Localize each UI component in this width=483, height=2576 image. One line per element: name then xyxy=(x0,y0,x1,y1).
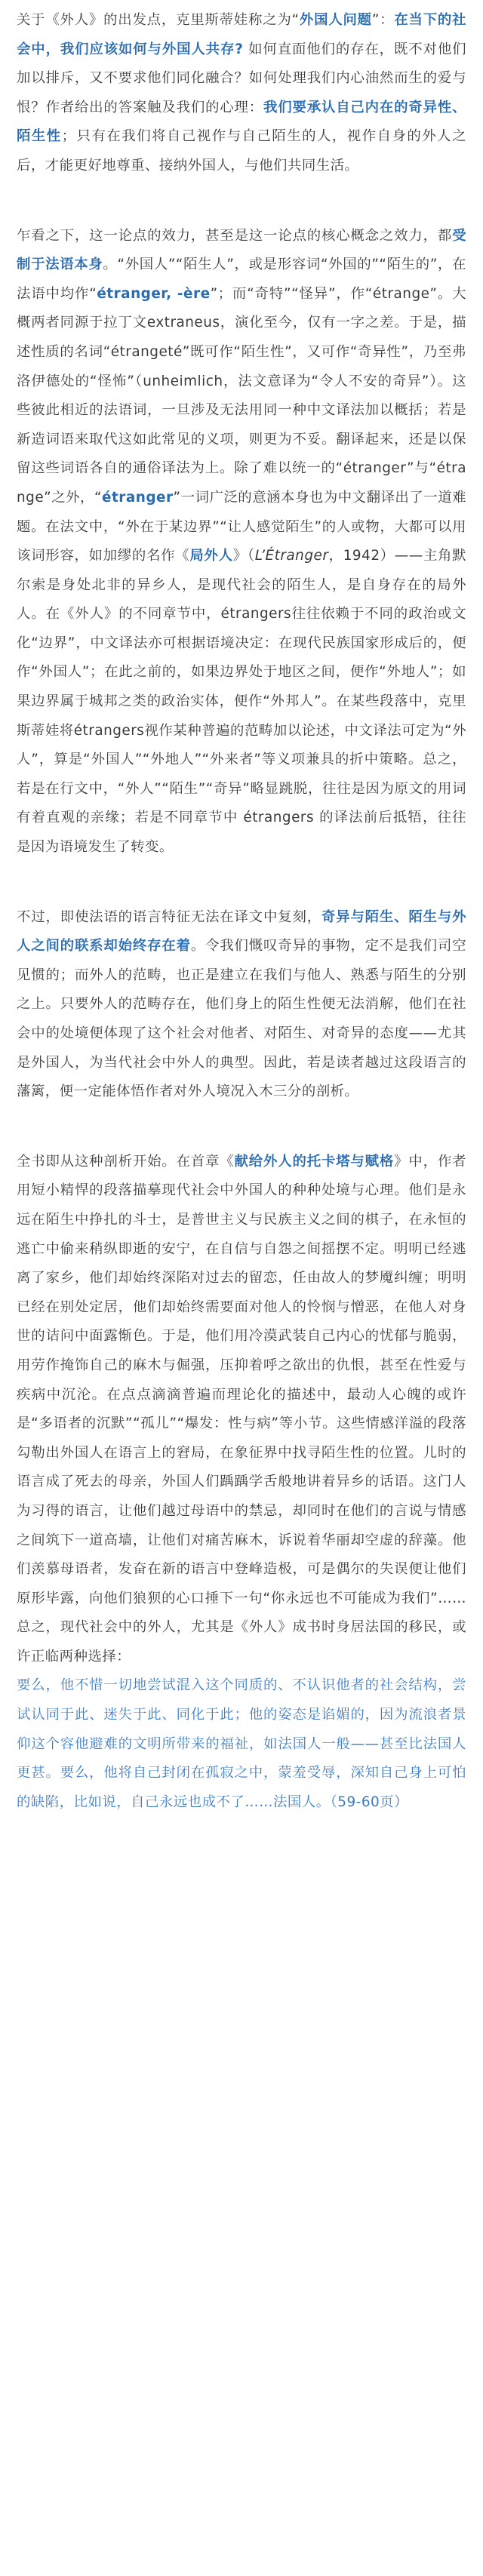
text: ”一词广泛的意涵本身也为中文翻译出了一道难题。在法文中，“外在于某边界”“让人感觉陌生”的人或物，大都可以用该词形容，如加缪的名作《 xyxy=(17,489,466,564)
paragraph-3 xyxy=(17,903,466,1107)
highlight: étranger xyxy=(102,489,174,506)
text: 关于《外人》的出发点，克里斯蒂娃称之为“ xyxy=(17,12,300,28)
text: 。“外国人”“陌生人”，或是形容词“外国的”“陌生的”，在法语中均作“ xyxy=(17,257,466,302)
highlight: étranger, -ère xyxy=(97,285,211,302)
text: 。令我们慨叹奇异的事物，定不是我们司空见惯的；而外人的范畴，也正是建立在我们与他人、熟悉与陌生的分别之上。只要外人的范畴存在，他们身上的陌生性便无法消解，他们在社会中的处境便体现了这个社会对他者、对陌生、对奇异的态度——尤其是外国人，为当代社会中外人的典型。因此，若是读者越过这段语言的藩篱，便一定能体悟作者对外人境况入木三分的剖析。 xyxy=(17,938,466,1100)
highlight: 奇异与陌生、陌生与外人之间的联系却始终存在着 xyxy=(17,908,466,954)
highlight: 我们要承认自己内在的奇异性、陌生性 xyxy=(17,99,466,145)
blockquote: 要么，他不惜一切地尝试混入这个同质的、不认识他者的社会结构，尝试认同于此、迷失于此、同化于此；他的姿态是谄媚的，因为流浪者景仰这个容他避难的文明所带来的福祉，如法国人一般——甚至比法国人更甚。要么，他将自己封闭在孤寂之中，蒙羞受辱，深知自己身上可怕的缺陷，比如说，自己永远也成不了……法国人。（59-60页） xyxy=(17,1677,466,1810)
highlight: 在当下的社会中，我们应该如何与外国人共存? xyxy=(17,12,466,57)
paragraph-4 xyxy=(17,1148,466,1818)
text: ；只有在我们将自己视作与自己陌生的人，视作自身的外人之后，才能更好地尊重、接纳外国人，与他们共同生活。 xyxy=(17,128,466,174)
highlight: 献给外人的托卡塔与赋格 xyxy=(234,1153,395,1170)
text: 》（ xyxy=(232,548,255,564)
text: ”： xyxy=(371,12,395,28)
highlight: 局外人 xyxy=(189,548,233,564)
highlight: 外国人问题 xyxy=(299,12,372,28)
text: ”；而“奇特”“怪异”，作“étrange”。大概两者同源于拉丁文extraneus，演化至今，仅有一字之差。于是，描述性质的名词“étrangeté”既可作“陌生性”，又可作“奇异性”，乃至弗洛伊德处的“怪怖”（unheimlich，法文意译为“令人不安的奇异”）。这些彼此相近的法语词，一旦涉及无法用同一种中文译法加以概括；若是新造词语来取代这如此常见的义项，则更为不妥。翻译起来，还是以保留这些词语各自的通俗译法为上。除了难以统一的“étranger”与“étrange”之外，“ xyxy=(17,285,466,506)
book-title-italic: L’Étranger xyxy=(254,548,329,564)
paragraph-2 xyxy=(17,222,466,862)
text: 全书即从这种剖析开始。在首章《 xyxy=(17,1153,235,1170)
text: 乍看之下，这一论点的效力，甚至是这一论点的核心概念之效力，都 xyxy=(17,227,453,244)
highlight: 受制于法语本身 xyxy=(17,227,466,273)
paragraph-1 xyxy=(17,6,466,181)
text: ，1942）——主角默尔索是身处北非的异乡人，是现代社会的陌生人，是自身存在的局外人。在《外人》的不同章节中，étrangers往往依赖于不同的政治或文化“边界”，中文译法亦可根据语境决定：在现代民族国家形成后的，便作“外国人”；在此之前的，如果边界处于地区之间，便作“外地人”；如果边界属于城邦之类的政治实体，便作“外邦人”。在某些段落中，克里斯蒂娃将étrangers视作某种普遍的范畴加以论述，中文译法可定为“外人”，算是“外国人”“外地人”“外来者”等义项兼具的折中策略。总之，若是在行文中，“外人”“陌生”“奇异”略显跳脱，往往是因为原文的用词有着直观的亲缘；若是不同章节中 étrangers 的译法前后抵牾，往往是因为语境发生了转变。 xyxy=(17,548,466,856)
text: 不过，即使法语的语言特征无法在译文中复刻， xyxy=(17,908,321,925)
text: 如何直面他们的存在，既不对他们加以排斥，又不要求他们同化融合？如何处理我们内心油然而生的爱与恨？作者给出的答案触及我们的心理： xyxy=(17,41,466,115)
text: 》中，作者用短小精悍的段落描摹现代社会中外国人的种种处境与心理。他们是永远在陌生中挣扎的斗士，是普世主义与民族主义之间的棋子，在永恒的逃亡中偷来稍纵即逝的安宁，在自信与自怨之间摇摆不定。明明已经逃离了家乡，他们却始终深陷对过去的留恋，任由故人的梦魇纠缠；明明已经在别处定居，他们却始终需要面对他人的怜悯与憎恶，在他人对身世的诘问中面露惭色。于是，他们用冷漠武装自己内心的忧郁与脆弱，用劳作掩饰自己的麻木与倔强，压抑着呼之欲出的仇恨，甚至在性爱与疾病中沉沦。在点点滴滴普遍而理论化的描述中，最动人心魄的或许是“多语者的沉默”“孤儿”“爆发：性与病”等小节。这些情感洋溢的段落勾勒出外国人在语言上的窘局，在象征界中找寻陌生性的位置。儿时的语言成了死去的母亲，外国人们踽踽学舌般地讲着异乡的话语。这门人为习得的语言，让他们越过母语中的禁忌，却同时在他们的言说与情感之间筑下一道高墙，让他们对痛苦麻木，诉说着华丽却空虚的辞藻。他们羡慕母语者，发奋在新的语言中登峰造极，可是偶尔的失误便让他们原形毕露，向他们狼狈的心口捶下一句“你永远也不可能成为我们”……总之，现代社会中的外人，尤其是《外人》成书时身居法国的移民，或许正临两种选择： xyxy=(17,1153,466,1665)
